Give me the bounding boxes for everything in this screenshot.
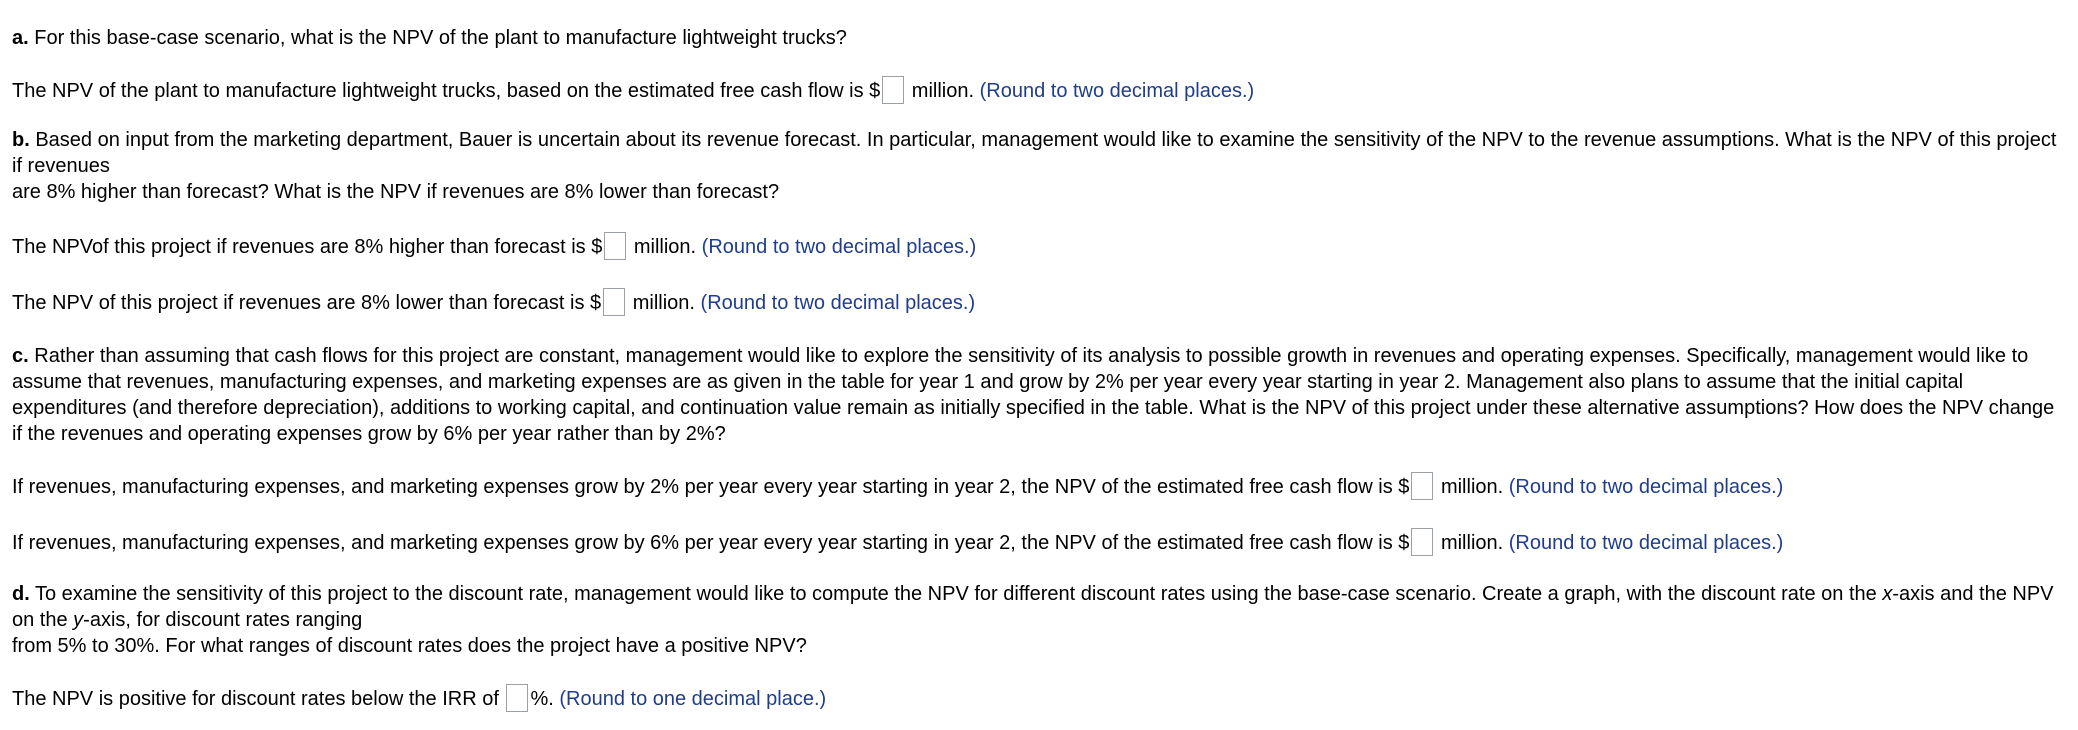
- part-c-question-text: Rather than assuming that cash flows for this project are constant, management would like to explore the sensitivity of its analysis to possible growth in revenues and operating expenses. Specifically, management would like to assume that revenues, manufacturing expenses, and marketing expenses are as given in the table for year 1 and grow by 2% per year every year starting in year 2. Management also plans to assume that the initial capital expenditures (and therefore depreciation), additions to working capital, and continuation value remain as initially specified in the table. What is the NPV of this project under these alternative assumptions? How does the NPV change if the revenues and operating expenses grow by 6% per year rather than by 2%?: [12, 345, 2055, 445]
- part-d-x-axis-var: x: [1882, 583, 1893, 605]
- part-b-answer2-prefix: The NPV of this project if revenues are 8% lower than forecast is $: [12, 292, 602, 314]
- part-d-question-line1-c: -axis, for discount rates ranging: [83, 609, 363, 631]
- part-b-label: b.: [12, 129, 30, 151]
- part-c-answer2-prefix: If revenues, manufacturing expenses, and marketing expenses grow by 6% per year every year starting in year 2, the NPV of the estimated free cash flow is $: [12, 532, 1410, 554]
- part-c-answer1-prefix: If revenues, manufacturing expenses, and marketing expenses grow by 2% per year every year starting in year 2, the NPV of the estimated free cash flow is $: [12, 476, 1410, 498]
- part-a-answer-line: [12, 78, 2066, 104]
- part-b-answer1-prefix: The NPVof this project if revenues are 8% higher than forecast is $: [12, 236, 603, 258]
- part-d-hint: (Round to one decimal place.): [559, 688, 827, 710]
- part-d-question-line1-a: To examine the sensitivity of this project to the discount rate, management would like to compute the NPV for different discount rates using the base-case scenario. Create a graph, with the discount rate on the: [34, 583, 1883, 605]
- part-b-answer2-suffix: million.: [627, 292, 695, 314]
- part-b-answer2-hint: (Round to two decimal places.): [700, 292, 976, 314]
- part-d-question: [12, 581, 2068, 659]
- part-a-answer-suffix: million.: [906, 80, 975, 102]
- part-a-answer-prefix: The NPV of the plant to manufacture lightweight trucks, based on the estimated free cash flow is $: [12, 80, 881, 102]
- part-d-answer-suffix: %.: [530, 688, 554, 710]
- part-b-npv-higher-input[interactable]: [604, 232, 626, 260]
- part-a-hint: (Round to two decimal places.): [979, 80, 1255, 102]
- part-b-question: [12, 127, 2068, 205]
- part-d-label: d.: [12, 583, 30, 605]
- part-b-answer2-line: [12, 290, 2066, 316]
- part-c-answer1-suffix: million.: [1435, 476, 1504, 498]
- part-c-question: [12, 343, 2068, 447]
- part-d-question-line1-b: -axis and the NPV on the: [12, 583, 2054, 631]
- part-d-answer-line: [12, 686, 2066, 712]
- part-c-answer2-hint: (Round to two decimal places.): [1508, 532, 1784, 554]
- part-d-y-axis-var: y: [73, 609, 84, 631]
- part-a-question: [12, 25, 2066, 51]
- part-b-answer1-suffix: million.: [628, 236, 697, 258]
- part-c-npv-6pct-input[interactable]: [1411, 528, 1433, 556]
- part-c-label: c.: [12, 345, 29, 367]
- part-d-question-line2: from 5% to 30%. For what ranges of discount rates does the project have a positive NPV?: [12, 635, 807, 657]
- part-c-answer2-line: [12, 530, 2066, 556]
- part-b-question-line2: are 8% higher than forecast? What is the NPV if revenues are 8% lower than forecast?: [12, 181, 780, 203]
- part-d-irr-input[interactable]: [506, 684, 528, 712]
- part-b-npv-lower-input[interactable]: [603, 288, 625, 316]
- part-c-answer1-hint: (Round to two decimal places.): [1508, 476, 1784, 498]
- part-c-answer1-line: [12, 474, 2066, 500]
- part-a-npv-input[interactable]: [882, 76, 904, 104]
- part-b-question-line1: Based on input from the marketing department, Bauer is uncertain about its revenue forecast. In particular, management would like to examine the sensitivity of the NPV to the revenue assumptions. What is the NPV of this project if revenues: [12, 129, 2057, 177]
- part-a-question-text: For this base-case scenario, what is the NPV of the plant to manufacture lightweight trucks?: [34, 27, 847, 49]
- part-d-answer-prefix: The NPV is positive for discount rates below the IRR of: [12, 688, 505, 710]
- part-b-answer1-hint: (Round to two decimal places.): [701, 236, 977, 258]
- part-c-answer2-suffix: million.: [1435, 532, 1504, 554]
- part-b-answer1-line: [12, 234, 2066, 260]
- part-c-npv-2pct-input[interactable]: [1411, 472, 1433, 500]
- part-a-label: a.: [12, 27, 29, 49]
